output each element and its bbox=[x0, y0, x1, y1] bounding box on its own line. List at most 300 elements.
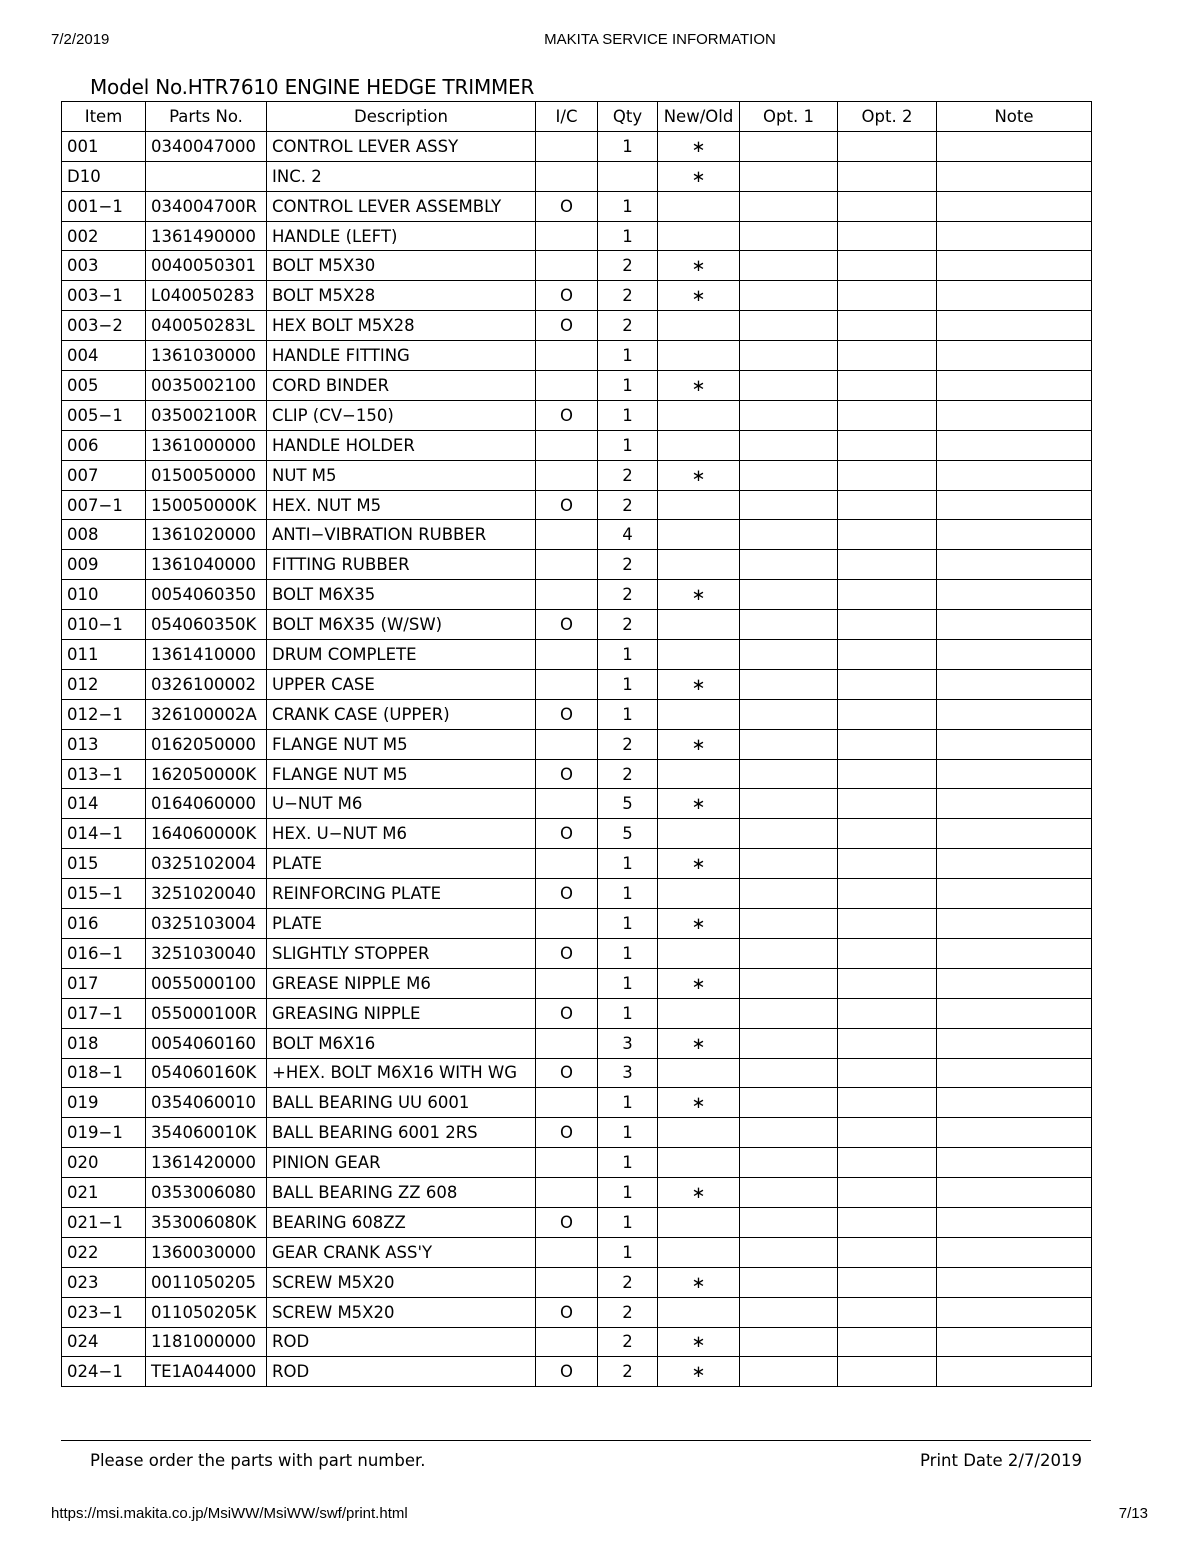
cell-note bbox=[937, 371, 1092, 401]
cell-description: HEX BOLT M5X28 bbox=[267, 311, 536, 341]
cell-part-no: 0326100002 bbox=[146, 669, 267, 699]
cell-note bbox=[937, 1297, 1092, 1327]
cell-ic bbox=[536, 968, 598, 998]
cell-new-old bbox=[658, 610, 740, 640]
cell-qty: 2 bbox=[598, 251, 658, 281]
cell-part-no: 034004700R bbox=[146, 191, 267, 221]
cell-item: 017 bbox=[62, 968, 146, 998]
cell-item: 015 bbox=[62, 849, 146, 879]
cell-opt1 bbox=[740, 1058, 838, 1088]
cell-opt2 bbox=[838, 580, 937, 610]
cell-new-old bbox=[658, 191, 740, 221]
cell-ic: O bbox=[536, 819, 598, 849]
cell-opt1 bbox=[740, 460, 838, 490]
cell-qty: 1 bbox=[598, 669, 658, 699]
cell-qty: 1 bbox=[598, 1237, 658, 1267]
cell-opt2 bbox=[838, 1088, 937, 1118]
cell-opt1 bbox=[740, 1148, 838, 1178]
cell-part-no: 1361420000 bbox=[146, 1148, 267, 1178]
column-header-opt1: Opt. 1 bbox=[740, 102, 838, 132]
table-row bbox=[62, 1207, 1092, 1237]
cell-ic: O bbox=[536, 1207, 598, 1237]
cell-description: BALL BEARING UU 6001 bbox=[267, 1088, 536, 1118]
page-header bbox=[0, 0, 1200, 60]
cell-qty: 1 bbox=[598, 1178, 658, 1208]
table-row bbox=[62, 669, 1092, 699]
order-note: Please order the parts with part number. bbox=[90, 1451, 426, 1470]
cell-new-old: ∗ bbox=[658, 729, 740, 759]
column-header-new-old: New/Old bbox=[658, 102, 740, 132]
cell-opt1 bbox=[740, 1118, 838, 1148]
cell-opt1 bbox=[740, 1088, 838, 1118]
cell-item: 023−1 bbox=[62, 1297, 146, 1327]
cell-part-no: 1361000000 bbox=[146, 430, 267, 460]
cell-opt1 bbox=[740, 968, 838, 998]
cell-item: 003−2 bbox=[62, 311, 146, 341]
cell-description: SCREW M5X20 bbox=[267, 1297, 536, 1327]
cell-note bbox=[937, 640, 1092, 670]
table-row bbox=[62, 1148, 1092, 1178]
cell-part-no: L040050283 bbox=[146, 281, 267, 311]
footer-divider bbox=[61, 1440, 1091, 1441]
cell-description: CLIP (CV−150) bbox=[267, 400, 536, 430]
cell-opt1 bbox=[740, 400, 838, 430]
cell-part-no: 0054060350 bbox=[146, 580, 267, 610]
table-row bbox=[62, 610, 1092, 640]
cell-item: 007 bbox=[62, 460, 146, 490]
cell-note bbox=[937, 699, 1092, 729]
cell-item: 019 bbox=[62, 1088, 146, 1118]
cell-note bbox=[937, 550, 1092, 580]
cell-opt2 bbox=[838, 1118, 937, 1148]
cell-new-old bbox=[658, 341, 740, 371]
cell-opt1 bbox=[740, 341, 838, 371]
cell-opt2 bbox=[838, 879, 937, 909]
cell-new-old bbox=[658, 998, 740, 1028]
cell-qty: 2 bbox=[598, 460, 658, 490]
cell-opt2 bbox=[838, 311, 937, 341]
cell-part-no: 1361030000 bbox=[146, 341, 267, 371]
cell-opt2 bbox=[838, 221, 937, 251]
cell-description: PLATE bbox=[267, 849, 536, 879]
cell-new-old bbox=[658, 1297, 740, 1327]
header-date: 7/2/2019 bbox=[51, 31, 110, 48]
cell-note bbox=[937, 909, 1092, 939]
cell-description: ANTI−VIBRATION RUBBER bbox=[267, 520, 536, 550]
cell-note bbox=[937, 1058, 1092, 1088]
cell-description: CRANK CASE (UPPER) bbox=[267, 699, 536, 729]
cell-note bbox=[937, 490, 1092, 520]
model-title: Model No.HTR7610 ENGINE HEDGE TRIMMER bbox=[90, 75, 535, 99]
cell-new-old: ∗ bbox=[658, 1178, 740, 1208]
cell-new-old bbox=[658, 640, 740, 670]
cell-opt2 bbox=[838, 1237, 937, 1267]
cell-item: 011 bbox=[62, 640, 146, 670]
table-row bbox=[62, 879, 1092, 909]
cell-opt1 bbox=[740, 1178, 838, 1208]
cell-opt2 bbox=[838, 131, 937, 161]
cell-qty: 2 bbox=[598, 729, 658, 759]
cell-qty: 1 bbox=[598, 909, 658, 939]
cell-opt2 bbox=[838, 281, 937, 311]
cell-note bbox=[937, 1118, 1092, 1148]
cell-new-old bbox=[658, 879, 740, 909]
cell-new-old: ∗ bbox=[658, 1028, 740, 1058]
cell-qty: 1 bbox=[598, 221, 658, 251]
cell-opt1 bbox=[740, 1327, 838, 1357]
cell-ic bbox=[536, 1237, 598, 1267]
cell-note bbox=[937, 131, 1092, 161]
cell-description: GREASING NIPPLE bbox=[267, 998, 536, 1028]
cell-opt2 bbox=[838, 1267, 937, 1297]
cell-note bbox=[937, 938, 1092, 968]
cell-opt1 bbox=[740, 1237, 838, 1267]
cell-item: 013 bbox=[62, 729, 146, 759]
table-row bbox=[62, 550, 1092, 580]
cell-new-old: ∗ bbox=[658, 281, 740, 311]
cell-note bbox=[937, 1178, 1092, 1208]
column-header-qty: Qty bbox=[598, 102, 658, 132]
table-header-row bbox=[62, 102, 1092, 132]
cell-ic: O bbox=[536, 191, 598, 221]
cell-part-no: 1181000000 bbox=[146, 1327, 267, 1357]
cell-qty: 2 bbox=[598, 610, 658, 640]
cell-opt2 bbox=[838, 729, 937, 759]
table-row bbox=[62, 400, 1092, 430]
cell-ic bbox=[536, 221, 598, 251]
cell-item: 014−1 bbox=[62, 819, 146, 849]
cell-item: 024 bbox=[62, 1327, 146, 1357]
cell-ic bbox=[536, 909, 598, 939]
table-row bbox=[62, 520, 1092, 550]
cell-opt1 bbox=[740, 729, 838, 759]
cell-opt1 bbox=[740, 311, 838, 341]
cell-opt1 bbox=[740, 759, 838, 789]
cell-ic bbox=[536, 131, 598, 161]
table-row bbox=[62, 221, 1092, 251]
cell-new-old bbox=[658, 221, 740, 251]
cell-opt1 bbox=[740, 640, 838, 670]
cell-opt2 bbox=[838, 1028, 937, 1058]
cell-item: 020 bbox=[62, 1148, 146, 1178]
cell-new-old bbox=[658, 699, 740, 729]
cell-opt1 bbox=[740, 281, 838, 311]
cell-item: 014 bbox=[62, 789, 146, 819]
cell-ic: O bbox=[536, 610, 598, 640]
column-header-description: Description bbox=[267, 102, 536, 132]
cell-part-no: 0354060010 bbox=[146, 1088, 267, 1118]
cell-part-no: 0325102004 bbox=[146, 849, 267, 879]
cell-opt2 bbox=[838, 490, 937, 520]
cell-part-no: 040050283L bbox=[146, 311, 267, 341]
table-row bbox=[62, 1058, 1092, 1088]
cell-item: 010 bbox=[62, 580, 146, 610]
table-row bbox=[62, 849, 1092, 879]
cell-description: HANDLE (LEFT) bbox=[267, 221, 536, 251]
cell-new-old bbox=[658, 1058, 740, 1088]
table-row bbox=[62, 1028, 1092, 1058]
cell-new-old bbox=[658, 819, 740, 849]
cell-note bbox=[937, 968, 1092, 998]
cell-note bbox=[937, 998, 1092, 1028]
cell-ic bbox=[536, 849, 598, 879]
cell-opt1 bbox=[740, 371, 838, 401]
cell-item: 007−1 bbox=[62, 490, 146, 520]
page-url: https://msi.makita.co.jp/MsiWW/MsiWW/swf/print.html bbox=[51, 1505, 408, 1522]
table-row bbox=[62, 161, 1092, 191]
cell-qty: 2 bbox=[598, 1267, 658, 1297]
cell-note bbox=[937, 1237, 1092, 1267]
cell-new-old bbox=[658, 1118, 740, 1148]
cell-part-no: 0054060160 bbox=[146, 1028, 267, 1058]
cell-item: 021 bbox=[62, 1178, 146, 1208]
cell-item: 019−1 bbox=[62, 1118, 146, 1148]
cell-note bbox=[937, 430, 1092, 460]
cell-item: 001−1 bbox=[62, 191, 146, 221]
cell-description: CONTROL LEVER ASSEMBLY bbox=[267, 191, 536, 221]
cell-description: FLANGE NUT M5 bbox=[267, 759, 536, 789]
cell-opt1 bbox=[740, 131, 838, 161]
cell-ic: O bbox=[536, 490, 598, 520]
cell-part-no: 054060160K bbox=[146, 1058, 267, 1088]
cell-opt2 bbox=[838, 1058, 937, 1088]
cell-item: 022 bbox=[62, 1237, 146, 1267]
cell-ic bbox=[536, 580, 598, 610]
cell-new-old: ∗ bbox=[658, 580, 740, 610]
cell-note bbox=[937, 729, 1092, 759]
cell-new-old: ∗ bbox=[658, 789, 740, 819]
cell-ic bbox=[536, 371, 598, 401]
table-row bbox=[62, 191, 1092, 221]
cell-opt2 bbox=[838, 400, 937, 430]
cell-ic bbox=[536, 520, 598, 550]
cell-item: 016 bbox=[62, 909, 146, 939]
cell-note bbox=[937, 669, 1092, 699]
cell-qty: 1 bbox=[598, 371, 658, 401]
cell-part-no: 1360030000 bbox=[146, 1237, 267, 1267]
cell-part-no: 0353006080 bbox=[146, 1178, 267, 1208]
table-row bbox=[62, 1178, 1092, 1208]
cell-item: 005 bbox=[62, 371, 146, 401]
column-header-part-no: Parts No. bbox=[146, 102, 267, 132]
cell-description: BOLT M6X35 (W/SW) bbox=[267, 610, 536, 640]
cell-qty: 2 bbox=[598, 550, 658, 580]
cell-note bbox=[937, 849, 1092, 879]
cell-part-no: 164060000K bbox=[146, 819, 267, 849]
cell-opt2 bbox=[838, 1178, 937, 1208]
cell-ic bbox=[536, 1327, 598, 1357]
cell-part-no: TE1A044000 bbox=[146, 1357, 267, 1387]
cell-item: 004 bbox=[62, 341, 146, 371]
cell-qty: 3 bbox=[598, 1058, 658, 1088]
cell-ic: O bbox=[536, 998, 598, 1028]
cell-item: 003 bbox=[62, 251, 146, 281]
cell-new-old: ∗ bbox=[658, 1088, 740, 1118]
cell-ic bbox=[536, 729, 598, 759]
cell-qty: 2 bbox=[598, 311, 658, 341]
cell-part-no: 0035002100 bbox=[146, 371, 267, 401]
column-header-note: Note bbox=[937, 102, 1092, 132]
cell-qty: 1 bbox=[598, 938, 658, 968]
cell-opt1 bbox=[740, 161, 838, 191]
cell-note bbox=[937, 610, 1092, 640]
cell-description: GREASE NIPPLE M6 bbox=[267, 968, 536, 998]
cell-part-no: 054060350K bbox=[146, 610, 267, 640]
cell-ic: O bbox=[536, 1058, 598, 1088]
cell-qty: 5 bbox=[598, 819, 658, 849]
cell-description: U−NUT M6 bbox=[267, 789, 536, 819]
cell-qty: 1 bbox=[598, 1118, 658, 1148]
cell-ic bbox=[536, 1028, 598, 1058]
table-row bbox=[62, 1088, 1092, 1118]
cell-item: 009 bbox=[62, 550, 146, 580]
cell-new-old bbox=[658, 759, 740, 789]
cell-new-old: ∗ bbox=[658, 1357, 740, 1387]
cell-qty: 1 bbox=[598, 1088, 658, 1118]
cell-part-no bbox=[146, 161, 267, 191]
cell-qty: 2 bbox=[598, 1357, 658, 1387]
cell-new-old bbox=[658, 490, 740, 520]
table-row bbox=[62, 1118, 1092, 1148]
cell-description: BOLT M6X16 bbox=[267, 1028, 536, 1058]
cell-qty: 1 bbox=[598, 341, 658, 371]
cell-note bbox=[937, 341, 1092, 371]
cell-description: HANDLE HOLDER bbox=[267, 430, 536, 460]
cell-new-old: ∗ bbox=[658, 1327, 740, 1357]
table-row bbox=[62, 1357, 1092, 1387]
print-date: Print Date 2/7/2019 bbox=[920, 1451, 1082, 1470]
cell-opt1 bbox=[740, 1267, 838, 1297]
cell-qty: 1 bbox=[598, 879, 658, 909]
cell-new-old bbox=[658, 1207, 740, 1237]
cell-opt1 bbox=[740, 490, 838, 520]
cell-description: BALL BEARING ZZ 608 bbox=[267, 1178, 536, 1208]
cell-part-no: 1361020000 bbox=[146, 520, 267, 550]
cell-note bbox=[937, 460, 1092, 490]
table-row bbox=[62, 281, 1092, 311]
cell-note bbox=[937, 1148, 1092, 1178]
table-row bbox=[62, 1327, 1092, 1357]
cell-description: UPPER CASE bbox=[267, 669, 536, 699]
cell-note bbox=[937, 520, 1092, 550]
cell-note bbox=[937, 311, 1092, 341]
cell-description: BEARING 608ZZ bbox=[267, 1207, 536, 1237]
cell-opt2 bbox=[838, 251, 937, 281]
cell-item: 008 bbox=[62, 520, 146, 550]
cell-note bbox=[937, 1088, 1092, 1118]
cell-description: ROD bbox=[267, 1327, 536, 1357]
cell-note bbox=[937, 161, 1092, 191]
cell-item: 006 bbox=[62, 430, 146, 460]
cell-description: REINFORCING PLATE bbox=[267, 879, 536, 909]
cell-new-old: ∗ bbox=[658, 251, 740, 281]
cell-item: 003−1 bbox=[62, 281, 146, 311]
cell-item: 016−1 bbox=[62, 938, 146, 968]
cell-opt2 bbox=[838, 819, 937, 849]
cell-part-no: 0011050205 bbox=[146, 1267, 267, 1297]
table-row bbox=[62, 490, 1092, 520]
cell-opt2 bbox=[838, 699, 937, 729]
cell-ic bbox=[536, 460, 598, 490]
cell-new-old bbox=[658, 311, 740, 341]
cell-opt1 bbox=[740, 669, 838, 699]
table-row bbox=[62, 460, 1092, 490]
table-row bbox=[62, 1297, 1092, 1327]
cell-part-no: 1361490000 bbox=[146, 221, 267, 251]
cell-new-old: ∗ bbox=[658, 909, 740, 939]
cell-opt1 bbox=[740, 1297, 838, 1327]
cell-opt1 bbox=[740, 550, 838, 580]
cell-note bbox=[937, 221, 1092, 251]
cell-opt2 bbox=[838, 191, 937, 221]
cell-opt2 bbox=[838, 430, 937, 460]
cell-note bbox=[937, 1028, 1092, 1058]
cell-note bbox=[937, 1207, 1092, 1237]
cell-opt2 bbox=[838, 669, 937, 699]
table-row bbox=[62, 131, 1092, 161]
cell-qty: 2 bbox=[598, 1327, 658, 1357]
cell-qty: 1 bbox=[598, 640, 658, 670]
cell-opt1 bbox=[740, 819, 838, 849]
cell-qty: 1 bbox=[598, 191, 658, 221]
cell-opt1 bbox=[740, 430, 838, 460]
cell-opt2 bbox=[838, 759, 937, 789]
table-row bbox=[62, 998, 1092, 1028]
cell-description: NUT M5 bbox=[267, 460, 536, 490]
cell-opt2 bbox=[838, 460, 937, 490]
column-header-item: Item bbox=[62, 102, 146, 132]
cell-ic: O bbox=[536, 938, 598, 968]
cell-qty: 3 bbox=[598, 1028, 658, 1058]
cell-part-no: 3251020040 bbox=[146, 879, 267, 909]
cell-description: ROD bbox=[267, 1357, 536, 1387]
cell-ic bbox=[536, 1148, 598, 1178]
cell-qty: 2 bbox=[598, 490, 658, 520]
cell-opt2 bbox=[838, 968, 937, 998]
cell-opt2 bbox=[838, 640, 937, 670]
parts-table bbox=[61, 101, 1092, 1387]
cell-item: 012−1 bbox=[62, 699, 146, 729]
cell-description: +HEX. BOLT M6X16 WITH WG bbox=[267, 1058, 536, 1088]
cell-item: 015−1 bbox=[62, 879, 146, 909]
cell-qty: 1 bbox=[598, 430, 658, 460]
cell-opt2 bbox=[838, 550, 937, 580]
cell-opt2 bbox=[838, 1297, 937, 1327]
cell-part-no: 0055000100 bbox=[146, 968, 267, 998]
table-row bbox=[62, 371, 1092, 401]
cell-qty: 1 bbox=[598, 998, 658, 1028]
cell-note bbox=[937, 191, 1092, 221]
cell-opt1 bbox=[740, 699, 838, 729]
cell-note bbox=[937, 789, 1092, 819]
cell-note bbox=[937, 819, 1092, 849]
cell-opt2 bbox=[838, 789, 937, 819]
cell-opt1 bbox=[740, 998, 838, 1028]
cell-qty: 1 bbox=[598, 131, 658, 161]
cell-qty bbox=[598, 161, 658, 191]
cell-new-old bbox=[658, 550, 740, 580]
cell-ic bbox=[536, 1267, 598, 1297]
cell-new-old: ∗ bbox=[658, 968, 740, 998]
cell-opt2 bbox=[838, 998, 937, 1028]
table-row bbox=[62, 430, 1092, 460]
cell-note bbox=[937, 400, 1092, 430]
cell-part-no: 0164060000 bbox=[146, 789, 267, 819]
cell-qty: 4 bbox=[598, 520, 658, 550]
table-row bbox=[62, 789, 1092, 819]
cell-ic bbox=[536, 1088, 598, 1118]
cell-part-no: 150050000K bbox=[146, 490, 267, 520]
